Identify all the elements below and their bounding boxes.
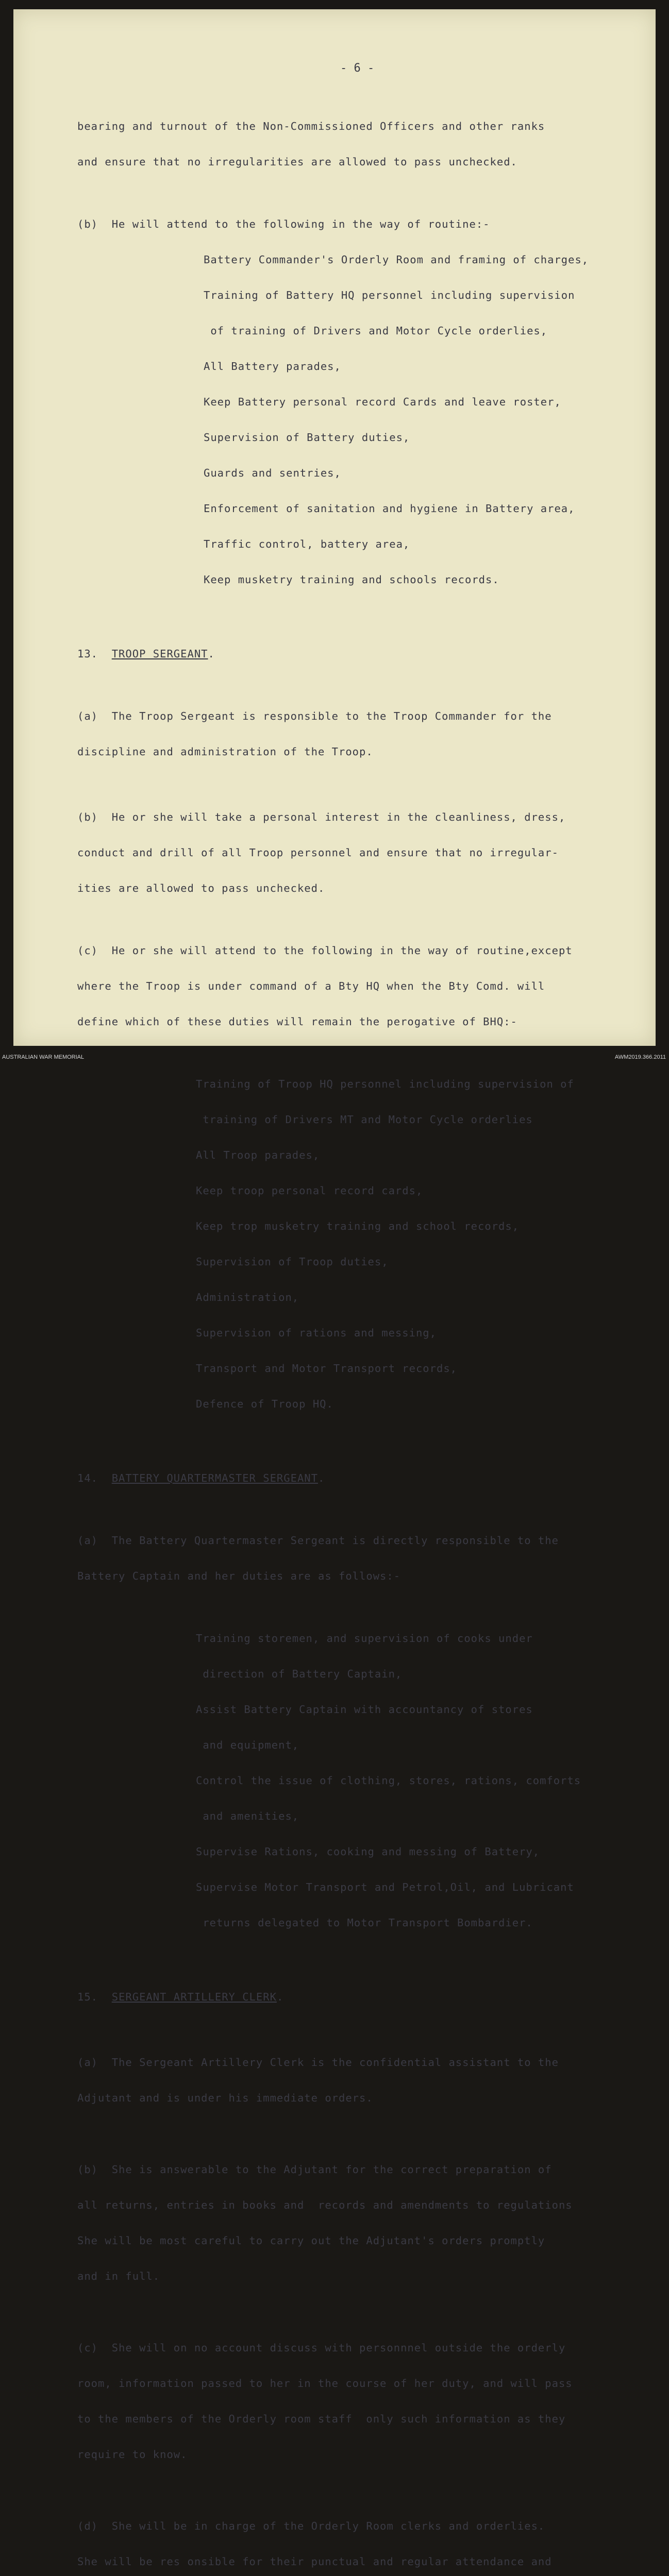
list-item: Administration, <box>196 1291 299 1303</box>
list-item: Defence of Troop HQ. <box>196 1398 333 1410</box>
archive-footer <box>0 1053 669 1062</box>
paragraph-line: room, information passed to her in the course of her duty, and will pass <box>77 2377 573 2389</box>
page-number: - 6 - <box>340 62 375 75</box>
paragraph-line: (a) The Sergeant Artillery Clerk is the confidential assistant to the <box>77 2056 559 2069</box>
paragraph-line: Battery Captain and her duties are as follows:- <box>77 1570 401 1582</box>
paragraph-line: conduct and drill of all Troop personnel and ensure that no irregular- <box>77 846 559 859</box>
list-item: Training storemen, and supervision of cooks under <box>196 1632 533 1645</box>
section-title: TROOP SERGEANT <box>111 648 208 660</box>
list-item: Supervise Rations, cooking and messing of Battery, <box>196 1845 540 1858</box>
paragraph-line: and in full. <box>77 2270 160 2282</box>
typed-text <box>77 57 634 2576</box>
list-item: Control the issue of clothing, stores, rations, comforts <box>196 1774 581 1787</box>
paragraph-line: (a) The Troop Sergeant is responsible to the Troop Commander for the <box>77 710 552 722</box>
section-number: 15. <box>77 1991 98 2003</box>
paragraph-line: She will be res onsible for their punctual and regular attendance and <box>77 2555 552 2568</box>
paragraph-line: require to know. <box>77 2448 188 2461</box>
intro-line: bearing and turnout of the Non-Commissioned Officers and other ranks <box>77 120 545 132</box>
paragraph-line: (c) He or she will attend to the following in the way of routine,except <box>77 944 573 957</box>
list-item: of training of Drivers and Motor Cycle orderlies, <box>204 325 548 337</box>
list-item: Supervision of Battery duties, <box>204 431 410 444</box>
paragraph-line: (d) She will be in charge of the Orderly Room clerks and orderlies. <box>77 2520 545 2532</box>
list-item: and amenities, <box>196 1810 299 1822</box>
paragraph-line: (c) She will on no account discuss with personnnel outside the orderly <box>77 2342 566 2354</box>
list-item: Enforcement of sanitation and hygiene in Battery area, <box>204 502 575 515</box>
section-number: 13. <box>77 648 98 660</box>
footer-accession-number: AWM2019.366.2011 <box>614 1054 666 1060</box>
list-item: Supervise Motor Transport and Petrol,Oil, and Lubricant <box>196 1881 574 1893</box>
list-item: All Battery parades, <box>204 360 341 372</box>
paragraph-line: She will be most careful to carry out the Adjutant's orders promptly <box>77 2234 545 2247</box>
intro-line: and ensure that no irregularities are allowed to pass unchecked. <box>77 156 517 168</box>
list-item: Guards and sentries, <box>204 467 341 479</box>
paragraph-line: where the Troop is under command of a Bty HQ when the Bty Comd. will <box>77 980 545 992</box>
paragraph-line: (b) She is answerable to the Adjutant for the correct preparation of <box>77 2163 552 2176</box>
list-item: Keep trop musketry training and school records, <box>196 1220 520 1232</box>
list-item: and equipment, <box>196 1739 299 1751</box>
list-item: returns delegated to Motor Transport Bombardier. <box>196 1917 533 1929</box>
section-number: 14. <box>77 1472 98 1484</box>
list-item: Keep Battery personal record Cards and leave roster, <box>204 396 561 408</box>
para-b-intro: (b) He will attend to the following in the way of routine:- <box>77 218 490 230</box>
list-item: Transport and Motor Transport records, <box>196 1362 457 1375</box>
list-item: Supervision of Troop duties, <box>196 1256 389 1268</box>
list-item: Keep musketry training and schools records. <box>204 573 499 586</box>
section-heading-15: 15. SERGEANT ARTILLERY CLERK. <box>77 1991 284 2003</box>
paragraph-line: discipline and administration of the Troop. <box>77 745 373 758</box>
footer-institution: AUSTRALIAN WAR MEMORIAL <box>2 1054 85 1060</box>
section-title: SERGEANT ARTILLERY CLERK <box>111 1991 277 2003</box>
list-item: training of Drivers MT and Motor Cycle orderlies <box>196 1113 533 1126</box>
list-item: Supervision of rations and messing, <box>196 1327 437 1339</box>
paragraph-line: all returns, entries in books and records and amendments to regulations <box>77 2199 573 2211</box>
paragraph-line: Adjutant and is under his immediate orders. <box>77 2092 373 2104</box>
section-heading-14: 14. BATTERY QUARTERMASTER SERGEANT. <box>77 1472 325 1484</box>
paragraph-line: ities are allowed to pass unchecked. <box>77 882 325 894</box>
list-item: Battery Commander's Orderly Room and framing of charges, <box>204 253 589 266</box>
list-item: Training of Battery HQ personnel including supervision <box>204 289 575 301</box>
list-item: Traffic control, battery area, <box>204 538 410 550</box>
paragraph-line: (b) He or she will take a personal interest in the cleanliness, dress, <box>77 811 566 823</box>
paragraph-line: (a) The Battery Quartermaster Sergeant is directly responsible to the <box>77 1534 559 1547</box>
list-item: direction of Battery Captain, <box>196 1668 403 1680</box>
list-item: All Troop parades, <box>196 1149 320 1161</box>
section-heading-13: 13. TROOP SERGEANT. <box>77 648 215 660</box>
list-item: Keep troop personal record cards, <box>196 1184 423 1197</box>
section-title: BATTERY QUARTERMASTER SERGEANT <box>111 1472 318 1484</box>
list-item: Training of Troop HQ personnel including supervision of <box>196 1078 574 1090</box>
paragraph-line: to the members of the Orderly room staff only such information as they <box>77 2413 566 2425</box>
list-item: Assist Battery Captain with accountancy of stores <box>196 1703 533 1716</box>
paragraph-line: define which of these duties will remain the perogative of BHQ:- <box>77 1015 517 1028</box>
